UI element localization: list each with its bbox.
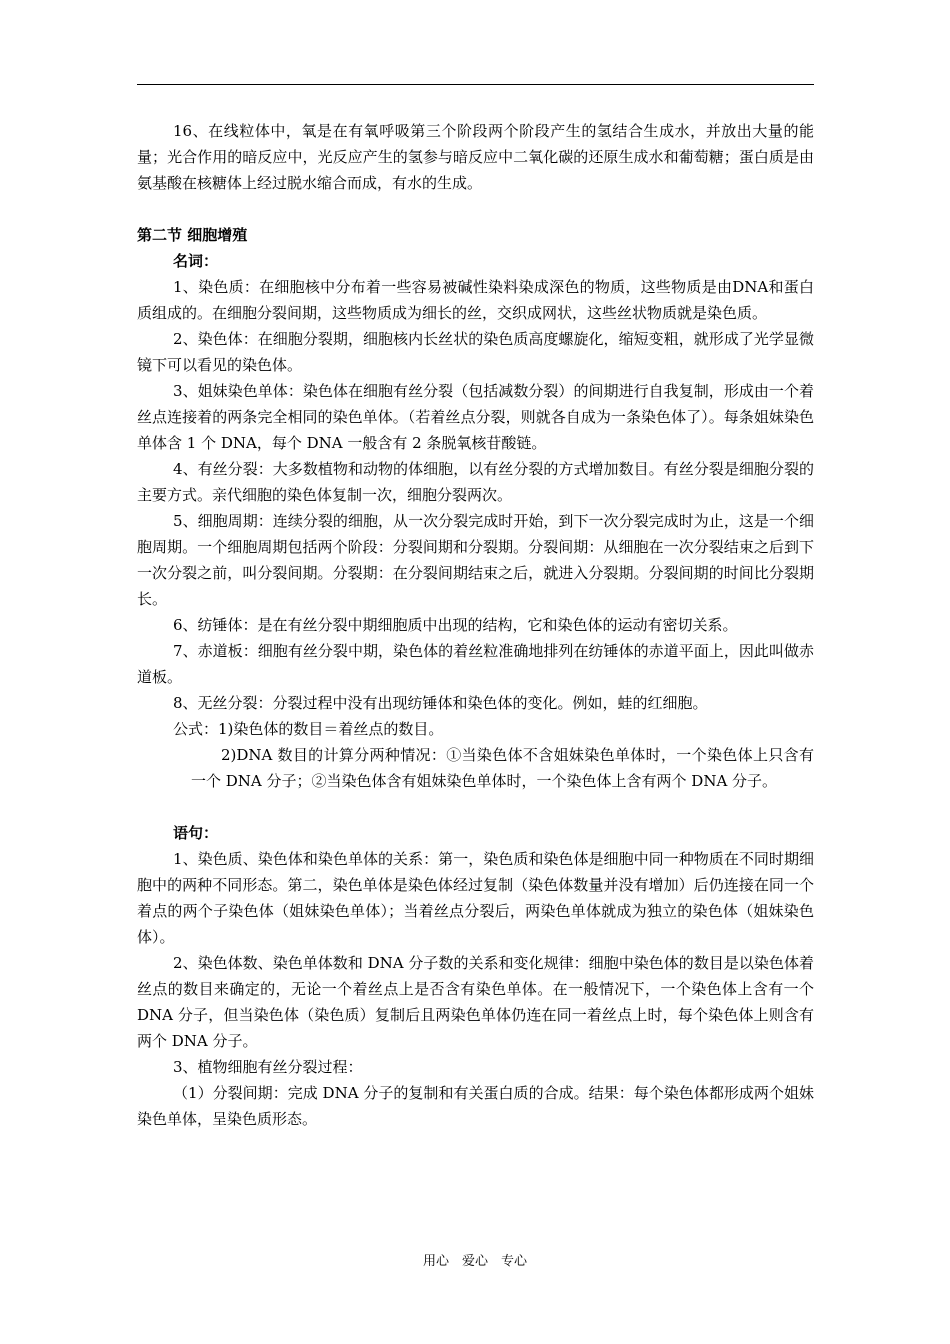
sentences-label: 语句： (173, 824, 219, 842)
sentence-item: 2、染色体数、染色单体数和 DNA 分子数的关系和变化规律：细胞中染色体的数目是以染色体着丝点的数目来确定的，无论一个着丝点上是否含有染色单体。在一般情况下，一个染色体上含有一个 DNA 分子，但当染色体（染色质）复制后且两染色单体仍连在同一着丝点上时，每个染色体上则含有两个 DNA 分子。 (137, 954, 814, 1050)
term-item: 7、赤道板：细胞有丝分裂中期，染色体的着丝粒准确地排列在纺锤体的赤道平面上，因此叫做赤道板。 (137, 642, 814, 686)
formula-line-1: 公式：1)染色体的数目＝着丝点的数目。 (173, 720, 444, 738)
sentence-item: （1）分裂间期：完成 DNA 分子的复制和有关蛋白质的合成。结果：每个染色体都形成两个姐妹染色单体，呈染色质形态。 (137, 1084, 814, 1128)
term-item: 8、无丝分裂：分裂过程中没有出现纺锤体和染色体的变化。例如，蛙的红细胞。 (173, 694, 708, 712)
page-content (137, 118, 814, 1132)
term-item: 5、细胞周期：连续分裂的细胞，从一次分裂完成时开始，到下一次分裂完成时为止，这是一个细胞周期。一个细胞周期包括两个阶段：分裂间期和分裂期。分裂间期：从细胞在一次分裂结束之后到下一次分裂之前，叫分裂间期。分裂期：在分裂间期结束之后，就进入分裂期。分裂间期的时间比分裂期长。 (137, 512, 814, 608)
term-item: 6、纺锤体：是在有丝分裂中期细胞质中出现的结构，它和染色体的运动有密切关系。 (173, 616, 738, 634)
paragraph-16: 16、在线粒体中，氧是在有氧呼吸第三个阶段两个阶段产生的氢结合生成水，并放出大量的能量；光合作用的暗反应中，光反应产生的氢参与暗反应中二氧化碳的还原生成水和葡萄糖；蛋白质是由氨基酸在核糖体上经过脱水缩合而成，有水的生成。 (137, 122, 814, 192)
term-item: 3、姐妹染色单体：染色体在细胞有丝分裂（包括减数分裂）的间期进行自我复制，形成由一个着丝点连接着的两条完全相同的染色单体。（若着丝点分裂，则就各自成为一条染色体了）。每条姐妹染色单体含 1 个 DNA，每个 DNA 一般含有 2 条脱氧核苷酸链。 (137, 382, 814, 452)
spacer (137, 794, 814, 820)
header-rule (137, 84, 814, 85)
terms-label: 名词： (173, 252, 219, 270)
page-footer: 用心 爱心 专心 (422, 1254, 527, 1269)
sentence-item: 3、植物细胞有丝分裂过程： (173, 1058, 363, 1076)
section-title: 第二节 细胞增殖 (137, 226, 248, 244)
sentence-item: 1、染色质、染色体和染色单体的关系：第一，染色质和染色体是细胞中同一种物质在不同时期细胞中的两种不同形态。第二，染色单体是染色体经过复制（染色体数量并没有增加）后仍连接在同一个着点的两个子染色体（姐妹染色单体）；当着丝点分裂后，两染色单体就成为独立的染色体（姐妹染色体）。 (137, 850, 814, 946)
term-item: 2、染色体：在细胞分裂期，细胞核内长丝状的染色质高度螺旋化，缩短变粗，就形成了光学显微镜下可以看见的染色体。 (137, 330, 814, 374)
term-item: 1、染色质：在细胞核中分布着一些容易被碱性染料染成深色的物质，这些物质是由DNA和蛋白质组成的。在细胞分裂间期，这些物质成为细长的丝，交织成网状，这些丝状物质就是染色质。 (137, 278, 814, 322)
formula-line-2: 2)DNA 数目的计算分两种情况：①当染色体不含姐妹染色单体时，一个染色体上只含有一个 DNA 分子；②当染色体含有姐妹染色单体时，一个染色体上含有两个 DNA 分子。 (191, 746, 814, 790)
term-item: 4、有丝分裂：大多数植物和动物的体细胞，以有丝分裂的方式增加数目。有丝分裂是细胞分裂的主要方式。亲代细胞的染色体复制一次，细胞分裂两次。 (137, 460, 814, 504)
